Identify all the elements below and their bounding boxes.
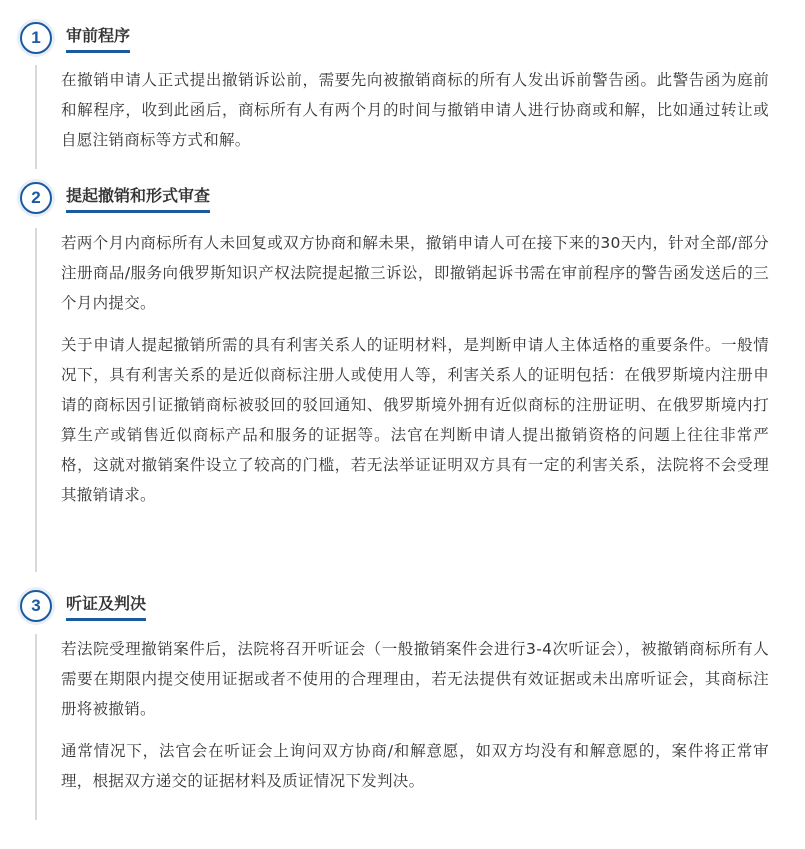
paragraph: 若两个月内商标所有人未回复或双方协商和解未果，撤销申请人可在接下来的30天内，针对全部/部分注册商品/服务向俄罗斯知识产权法院提起撤三诉讼，即撤销起诉书需在审前程序的警告函发送后的三个月内提交。 xyxy=(61,234,769,312)
step-number-badge: 2 xyxy=(20,182,52,214)
step-number-badge: 3 xyxy=(20,590,52,622)
paragraph: 在撤销申请人正式提出撤销诉讼前，需要先向被撤销商标的所有人发出诉前警告函。此警告函为庭前和解程序，收到此函后，商标所有人有两个月的时间与撤销申请人进行协商或和解，比如通过转让或自愿注销商标等方式和解。 xyxy=(61,71,769,149)
section-content xyxy=(35,228,769,572)
section-content xyxy=(35,65,769,169)
section-title: 审前程序 xyxy=(66,27,130,53)
paragraph: 通常情况下，法官会在听证会上询问双方协商/和解意愿，如双方均没有和解意愿的，案件将正常审理，根据双方递交的证据材料及质证情况下发判决。 xyxy=(61,742,769,790)
section-content xyxy=(35,634,769,820)
section-title: 听证及判决 xyxy=(66,595,146,621)
paragraph: 关于申请人提起撤销所需的具有利害关系人的证明材料，是判断申请人主体适格的重要条件。一般情况下，具有利害关系的是近似商标注册人或使用人等，利害关系人的证明包括：在俄罗斯境内注册申请的商标因引证撤销商标被驳回的驳回通知、俄罗斯境外拥有近似商标的注册证明、在俄罗斯境内打算生产或销售近似商标产品和服务的证据等。法官在判断申请人提出撤销资格的问题上往往非常严格，这就对撤销案件设立了较高的门槛，若无法举证证明双方具有一定的利害关系，法院将不会受理其撤销请求。 xyxy=(61,336,769,504)
paragraph: 若法院受理撤销案件后，法院将召开听证会（一般撤销案件会进行3-4次听证会），被撤销商标所有人需要在期限内提交使用证据或者不使用的合理理由，若无法提供有效证据或未出席听证会，其商标注册将被撤销。 xyxy=(61,640,769,718)
step-number-badge: 1 xyxy=(20,22,52,54)
section-title: 提起撤销和形式审查 xyxy=(66,187,210,213)
